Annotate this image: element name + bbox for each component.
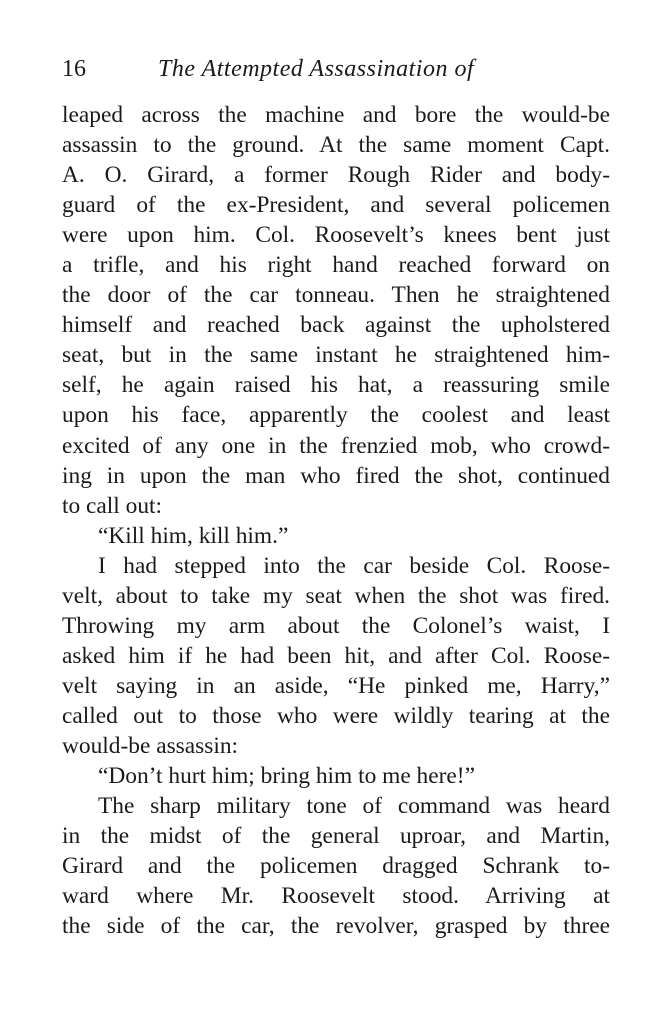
text-line: “Don’t hurt him; bring him to me here!” xyxy=(98,763,475,790)
text-line: the door of the car tonneau. Then he straightened xyxy=(62,282,610,309)
text-line: were upon him. Col. Roosevelt’s knees bent just xyxy=(62,222,610,249)
text-line: I had stepped into the car beside Col. Roose- xyxy=(98,552,610,579)
text-line: Throwing my arm about the Colonel’s waist, I xyxy=(62,612,610,639)
text-line: ing in upon the man who fired the shot, continued xyxy=(62,462,610,489)
text-line: to call out: xyxy=(62,492,163,519)
text-line: ward where Mr. Roosevelt stood. Arriving at xyxy=(62,883,610,910)
text-line: guard of the ex-President, and several policemen xyxy=(62,192,610,219)
text-line: excited of any one in the frenzied mob, who crowd- xyxy=(62,432,610,459)
text-line: upon his face, apparently the coolest and least xyxy=(62,402,610,429)
text-line: leaped across the machine and bore the would-be xyxy=(62,102,610,128)
text-line: the side of the car, the revolver, grasped by three xyxy=(62,913,610,940)
running-head xyxy=(62,52,610,86)
text-line: self, he again raised his hat, a reassuring smile xyxy=(62,372,610,399)
text-line: The sharp military tone of command was heard xyxy=(98,793,610,820)
running-title: The Attempted Assassination of xyxy=(158,56,475,82)
text-line: called out to those who were wildly tearing at the xyxy=(62,702,610,729)
text-line: asked him if he had been hit, and after Col. Roose- xyxy=(62,642,610,669)
text-line: A. O. Girard, a former Rough Rider and body- xyxy=(62,162,610,189)
text-line: would-be assassin: xyxy=(62,732,239,759)
text-line: in the midst of the general uproar, and Martin, xyxy=(62,823,610,850)
text-line: a trifle, and his right hand reached forward on xyxy=(62,252,610,279)
text-line: himself and reached back against the upholstered xyxy=(62,312,610,339)
text-line: assassin to the ground. At the same moment Capt. xyxy=(62,132,610,159)
body-text xyxy=(62,100,610,941)
text-line: Girard and the policemen dragged Schrank to- xyxy=(62,853,610,880)
text-line: velt, about to take my seat when the shot was fired. xyxy=(62,582,610,609)
page-number: 16 xyxy=(62,56,86,82)
text-line: seat, but in the same instant he straightened him- xyxy=(62,342,610,369)
text-line: velt saying in an aside, “He pinked me, Harry,” xyxy=(62,672,610,699)
text-line: “Kill him, kill him.” xyxy=(98,522,289,549)
